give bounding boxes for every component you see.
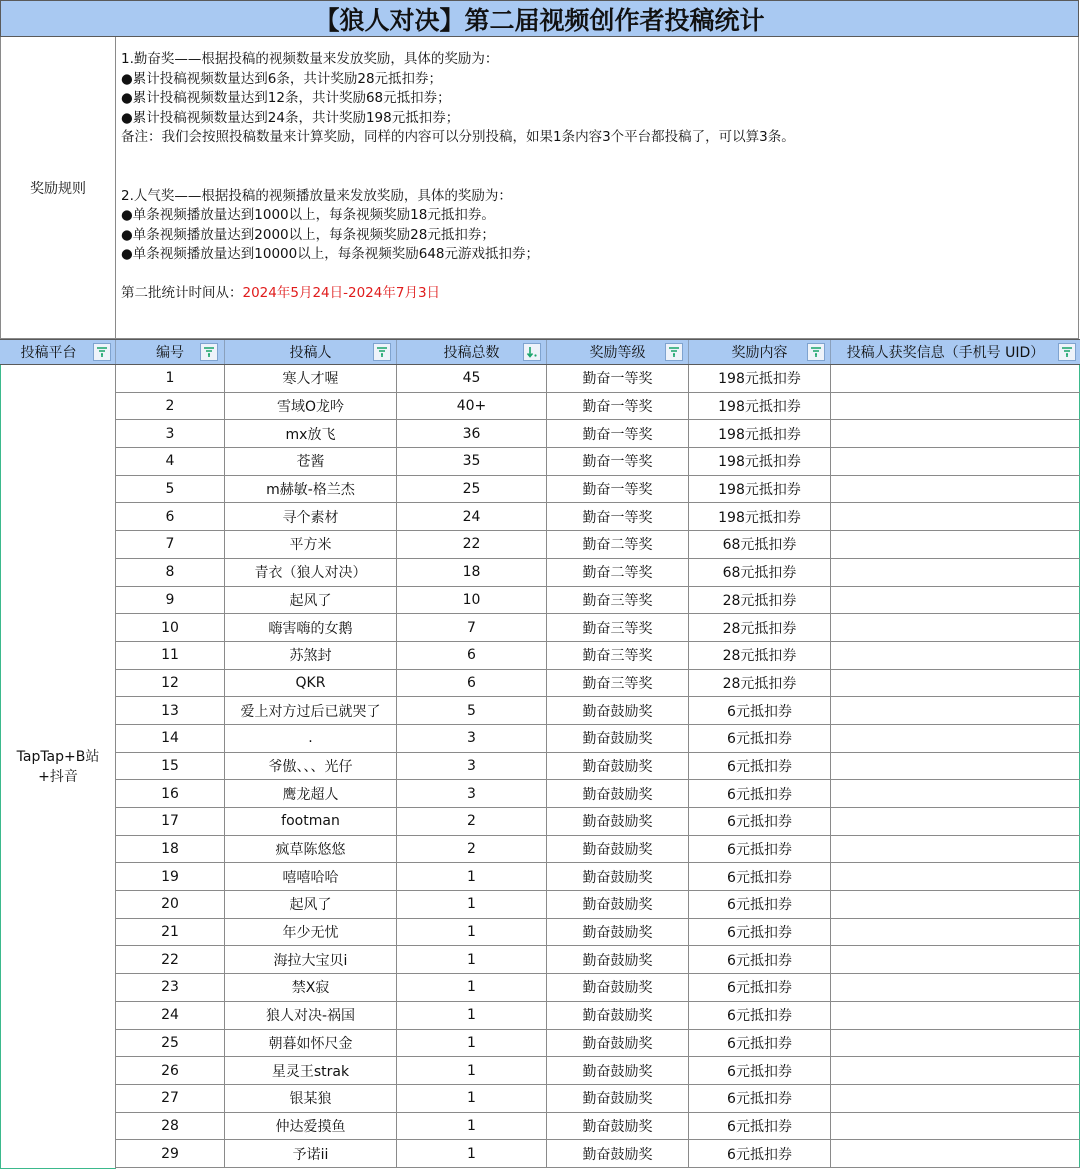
cell-total[interactable]: 1 — [397, 891, 547, 918]
cell-id[interactable]: 11 — [116, 642, 225, 669]
cell-reward[interactable]: 6元抵扣券 — [689, 697, 831, 724]
cell-author[interactable]: 嘻嘻哈哈 — [225, 863, 397, 890]
sort-desc-icon[interactable] — [523, 343, 541, 361]
cell-author[interactable]: . — [225, 725, 397, 752]
cell-reward[interactable]: 6元抵扣券 — [689, 753, 831, 780]
cell-info[interactable] — [831, 919, 1080, 946]
cell-id[interactable]: 3 — [116, 420, 225, 447]
table-row — [116, 1002, 1080, 1030]
cell-id[interactable]: 5 — [116, 476, 225, 503]
cell-level[interactable]: 勤奋鼓励奖 — [547, 974, 689, 1001]
cell-total[interactable]: 1 — [397, 1140, 547, 1167]
cell-info[interactable] — [831, 559, 1080, 586]
cell-info[interactable] — [831, 1085, 1080, 1112]
cell-total[interactable]: 35 — [397, 448, 547, 475]
table-row — [116, 1113, 1080, 1141]
cell-author[interactable]: 苏煞封 — [225, 642, 397, 669]
rule-line: ●单条视频播放量达到1000以上，每条视频奖励18元抵扣券。 — [121, 207, 495, 223]
cell-id[interactable]: 23 — [116, 974, 225, 1001]
cell-level[interactable]: 勤奋三等奖 — [547, 670, 689, 697]
period-line — [121, 284, 1078, 304]
cell-id[interactable]: 17 — [116, 808, 225, 835]
cell-info[interactable] — [831, 836, 1080, 863]
table-row — [116, 448, 1080, 476]
cell-level[interactable]: 勤奋一等奖 — [547, 365, 689, 392]
cell-info[interactable] — [831, 891, 1080, 918]
cell-level[interactable]: 勤奋鼓励奖 — [547, 808, 689, 835]
cell-author[interactable]: 仲达爱摸鱼 — [225, 1113, 397, 1140]
table-row — [116, 836, 1080, 864]
cell-level[interactable]: 勤奋鼓励奖 — [547, 725, 689, 752]
table-row — [116, 642, 1080, 670]
cell-info[interactable] — [831, 503, 1080, 530]
cell-id[interactable]: 18 — [116, 836, 225, 863]
cell-reward[interactable]: 68元抵扣券 — [689, 531, 831, 558]
cell-author[interactable]: 嗨害嗨的女鹅 — [225, 614, 397, 641]
cell-reward[interactable]: 6元抵扣券 — [689, 1057, 831, 1084]
cell-total[interactable]: 36 — [397, 420, 547, 447]
table-row — [116, 808, 1080, 836]
cell-info[interactable] — [831, 725, 1080, 752]
cell-id[interactable]: 27 — [116, 1085, 225, 1112]
cell-author[interactable]: 禁X寂 — [225, 974, 397, 1001]
cell-id[interactable]: 10 — [116, 614, 225, 641]
rule-line: ●累计投稿视频数量达到6条，共计奖励28元抵扣券； — [121, 70, 443, 87]
cell-total[interactable]: 1 — [397, 1085, 547, 1112]
cell-id[interactable]: 20 — [116, 891, 225, 918]
cell-info[interactable] — [831, 670, 1080, 697]
cell-author[interactable]: m赫敏-格兰杰 — [225, 476, 397, 503]
cell-level[interactable]: 勤奋鼓励奖 — [547, 836, 689, 863]
table-row — [116, 365, 1080, 393]
cell-level[interactable]: 勤奋三等奖 — [547, 587, 689, 614]
cell-level[interactable]: 勤奋鼓励奖 — [547, 919, 689, 946]
table-row — [116, 753, 1080, 781]
cell-author[interactable]: mx放飞 — [225, 420, 397, 447]
cell-level[interactable]: 勤奋鼓励奖 — [547, 946, 689, 973]
cell-level[interactable]: 勤奋鼓励奖 — [547, 780, 689, 807]
cell-author[interactable]: 青衣（狼人对决） — [225, 559, 397, 586]
table-row — [116, 1057, 1080, 1085]
cell-reward[interactable]: 6元抵扣券 — [689, 1140, 831, 1167]
cell-id[interactable]: 7 — [116, 531, 225, 558]
header-platform[interactable] — [0, 340, 116, 364]
cell-id[interactable]: 22 — [116, 946, 225, 973]
cell-reward[interactable]: 6元抵扣券 — [689, 974, 831, 1001]
cell-level[interactable]: 勤奋二等奖 — [547, 559, 689, 586]
cell-total[interactable]: 10 — [397, 587, 547, 614]
table-row — [116, 974, 1080, 1002]
cell-id[interactable]: 15 — [116, 753, 225, 780]
rules-label-cell[interactable]: 奖励规则 — [0, 37, 115, 339]
cell-info[interactable] — [831, 642, 1080, 669]
cell-id[interactable]: 29 — [116, 1140, 225, 1167]
cell-info[interactable] — [831, 587, 1080, 614]
cell-id[interactable]: 25 — [116, 1030, 225, 1057]
cell-level[interactable]: 勤奋三等奖 — [547, 642, 689, 669]
cell-author[interactable]: 朝暮如怀尺金 — [225, 1030, 397, 1057]
filter-icon[interactable] — [373, 343, 391, 361]
rule-line: 2.人气奖——根据投稿的视频播放量来发放奖励，具体的奖励为： — [121, 187, 512, 204]
rule-line: ●累计投稿视频数量达到12条，共计奖励68元抵扣券； — [121, 90, 451, 106]
cell-level[interactable]: 勤奋鼓励奖 — [547, 863, 689, 890]
header-label: 投稿人 — [289, 345, 332, 361]
cell-id[interactable]: 8 — [116, 559, 225, 586]
table-row — [116, 1085, 1080, 1113]
cell-total[interactable]: 45 — [397, 365, 547, 392]
cell-level[interactable]: 勤奋鼓励奖 — [547, 1140, 689, 1167]
header-label: 投稿人获奖信息（手机号 UID） — [846, 345, 1045, 361]
table-row — [116, 863, 1080, 891]
cell-reward[interactable]: 6元抵扣券 — [689, 891, 831, 918]
cell-reward[interactable]: 198元抵扣券 — [689, 420, 831, 447]
table-row — [116, 614, 1080, 642]
cell-author[interactable]: 星灵王strak — [225, 1057, 397, 1084]
cell-reward[interactable]: 198元抵扣券 — [689, 393, 831, 420]
cell-level[interactable]: 勤奋一等奖 — [547, 393, 689, 420]
cell-info[interactable] — [831, 780, 1080, 807]
cell-author[interactable]: QKR — [225, 670, 397, 697]
cell-total[interactable]: 24 — [397, 503, 547, 530]
table-row — [116, 1030, 1080, 1058]
cell-id[interactable]: 4 — [116, 448, 225, 475]
cell-total[interactable]: 3 — [397, 725, 547, 752]
table-row — [116, 780, 1080, 808]
cell-total[interactable]: 1 — [397, 1030, 547, 1057]
header-author[interactable] — [225, 340, 397, 364]
table-row — [116, 587, 1080, 615]
cell-total[interactable]: 3 — [397, 780, 547, 807]
cell-info[interactable] — [831, 974, 1080, 1001]
cell-total[interactable]: 3 — [397, 753, 547, 780]
cell-author[interactable]: 寻个素材 — [225, 503, 397, 530]
cell-info[interactable] — [831, 365, 1080, 392]
header-info[interactable] — [831, 340, 1080, 364]
cell-total[interactable]: 7 — [397, 614, 547, 641]
cell-level[interactable]: 勤奋鼓励奖 — [547, 753, 689, 780]
table-row — [116, 1140, 1080, 1168]
cell-id[interactable]: 26 — [116, 1057, 225, 1084]
cell-info[interactable] — [831, 1030, 1080, 1057]
cell-author[interactable]: 寒人才喔 — [225, 365, 397, 392]
cell-reward[interactable]: 28元抵扣券 — [689, 642, 831, 669]
header-level[interactable] — [547, 340, 689, 364]
cell-level[interactable]: 勤奋一等奖 — [547, 503, 689, 530]
cell-author[interactable]: 年少无忧 — [225, 919, 397, 946]
cell-author[interactable]: 爷傲、、、光仔 — [225, 753, 397, 780]
rule-line: ●单条视频播放量达到2000以上，每条视频奖励28元抵扣券； — [121, 226, 495, 243]
sheet-title[interactable]: 【狼人对决】第二届视频创作者投稿统计 — [0, 0, 1079, 37]
cell-total[interactable]: 25 — [397, 476, 547, 503]
cell-total[interactable]: 18 — [397, 559, 547, 586]
rule-line: ●累计投稿视频数量达到24条，共计奖励198元抵扣券； — [121, 109, 460, 126]
cell-reward[interactable]: 28元抵扣券 — [689, 587, 831, 614]
cell-level[interactable]: 勤奋鼓励奖 — [547, 1002, 689, 1029]
cell-level[interactable]: 勤奋一等奖 — [547, 476, 689, 503]
cell-id[interactable]: 6 — [116, 503, 225, 530]
cell-reward[interactable]: 6元抵扣券 — [689, 946, 831, 973]
cell-info[interactable] — [831, 753, 1080, 780]
table-row — [116, 503, 1080, 531]
cell-level[interactable]: 勤奋鼓励奖 — [547, 1085, 689, 1112]
cell-author[interactable]: 起风了 — [225, 891, 397, 918]
cell-total[interactable]: 1 — [397, 919, 547, 946]
cell-info[interactable] — [831, 448, 1080, 475]
cell-author[interactable]: 爱上对方过后已就哭了 — [225, 697, 397, 724]
cell-id[interactable]: 19 — [116, 863, 225, 890]
column-header-row — [0, 339, 1080, 365]
cell-reward[interactable]: 198元抵扣券 — [689, 476, 831, 503]
cell-total[interactable]: 1 — [397, 1002, 547, 1029]
header-label: 投稿平台 — [20, 345, 77, 361]
header-label: 奖励等级 — [589, 345, 646, 361]
cell-author[interactable]: 银某狼 — [225, 1085, 397, 1112]
cell-total[interactable]: 1 — [397, 974, 547, 1001]
cell-id[interactable]: 2 — [116, 393, 225, 420]
cell-level[interactable]: 勤奋三等奖 — [547, 614, 689, 641]
rule-note: 备注：我们会按照投稿数量来计算奖励，同样的内容可以分别投稿，如果1条内容3个平台都投稿了，可以算3条。 — [121, 129, 795, 145]
cell-author[interactable]: 海拉大宝贝i — [225, 946, 397, 973]
filter-icon[interactable] — [93, 343, 111, 361]
cell-info[interactable] — [831, 1140, 1080, 1167]
period-label: 第二批统计时间从： — [121, 285, 243, 301]
cell-id[interactable]: 14 — [116, 725, 225, 752]
cell-info[interactable] — [831, 1002, 1080, 1029]
table-row — [116, 420, 1080, 448]
cell-level[interactable]: 勤奋一等奖 — [547, 420, 689, 447]
rule-line: 1.勤奋奖——根据投稿的视频数量来发放奖励，具体的奖励为： — [121, 51, 499, 67]
cell-info[interactable] — [831, 808, 1080, 835]
cell-author[interactable]: 起风了 — [225, 587, 397, 614]
cell-info[interactable] — [831, 697, 1080, 724]
header-reward[interactable] — [689, 340, 831, 364]
cell-reward[interactable]: 28元抵扣券 — [689, 670, 831, 697]
cell-author[interactable]: 予诺ii — [225, 1140, 397, 1167]
cell-reward[interactable]: 6元抵扣券 — [689, 780, 831, 807]
cell-author[interactable]: 鹰龙超人 — [225, 780, 397, 807]
table-row — [116, 725, 1080, 753]
cell-level[interactable]: 勤奋鼓励奖 — [547, 1113, 689, 1140]
cell-info[interactable] — [831, 863, 1080, 890]
cell-id[interactable]: 28 — [116, 1113, 225, 1140]
cell-info[interactable] — [831, 614, 1080, 641]
cell-total[interactable]: 2 — [397, 836, 547, 863]
cell-author[interactable]: footman — [225, 808, 397, 835]
cell-level[interactable]: 勤奋鼓励奖 — [547, 1057, 689, 1084]
table-row — [116, 697, 1080, 725]
cell-total[interactable]: 1 — [397, 863, 547, 890]
cell-reward[interactable]: 6元抵扣券 — [689, 1085, 831, 1112]
cell-author[interactable]: 雪域O龙吟 — [225, 393, 397, 420]
platform-cell[interactable]: TapTap+B站+抖音 — [0, 365, 116, 1169]
cell-total[interactable]: 1 — [397, 1057, 547, 1084]
rule-line: ●单条视频播放量达到10000以上，每条视频奖励648元游戏抵扣券； — [121, 246, 539, 262]
table-row — [116, 393, 1080, 421]
cell-id[interactable]: 21 — [116, 919, 225, 946]
cell-info[interactable] — [831, 393, 1080, 420]
table-row — [116, 476, 1080, 504]
cell-level[interactable]: 勤奋一等奖 — [547, 448, 689, 475]
header-id[interactable] — [116, 340, 225, 364]
cell-reward[interactable]: 6元抵扣券 — [689, 1030, 831, 1057]
table-row — [116, 919, 1080, 947]
rules-text-cell[interactable] — [115, 37, 1079, 339]
cell-info[interactable] — [831, 531, 1080, 558]
cell-info[interactable] — [831, 476, 1080, 503]
cell-id[interactable]: 12 — [116, 670, 225, 697]
cell-reward[interactable]: 6元抵扣券 — [689, 1002, 831, 1029]
cell-total[interactable]: 1 — [397, 1113, 547, 1140]
cell-info[interactable] — [831, 946, 1080, 973]
cell-total[interactable]: 2 — [397, 808, 547, 835]
filter-icon[interactable] — [1058, 343, 1076, 361]
header-label: 投稿总数 — [443, 345, 500, 361]
cell-level[interactable]: 勤奋鼓励奖 — [547, 891, 689, 918]
cell-total[interactable]: 22 — [397, 531, 547, 558]
table-row — [116, 531, 1080, 559]
cell-reward[interactable]: 198元抵扣券 — [689, 503, 831, 530]
filter-icon[interactable] — [665, 343, 683, 361]
cell-total[interactable]: 1 — [397, 946, 547, 973]
cell-reward[interactable]: 28元抵扣券 — [689, 614, 831, 641]
cell-author[interactable]: 狼人对决-祸国 — [225, 1002, 397, 1029]
header-label: 编号 — [156, 345, 184, 361]
cell-id[interactable]: 1 — [116, 365, 225, 392]
cell-level[interactable]: 勤奋二等奖 — [547, 531, 689, 558]
cell-reward[interactable]: 198元抵扣券 — [689, 448, 831, 475]
cell-info[interactable] — [831, 1113, 1080, 1140]
cell-reward[interactable]: 6元抵扣券 — [689, 808, 831, 835]
cell-level[interactable]: 勤奋鼓励奖 — [547, 697, 689, 724]
cell-id[interactable]: 9 — [116, 587, 225, 614]
filter-icon[interactable] — [807, 343, 825, 361]
header-label: 奖励内容 — [731, 345, 788, 361]
cell-total[interactable]: 40+ — [397, 393, 547, 420]
cell-author[interactable]: 平方米 — [225, 531, 397, 558]
cell-reward[interactable]: 198元抵扣券 — [689, 365, 831, 392]
cell-reward[interactable]: 6元抵扣券 — [689, 863, 831, 890]
cell-reward[interactable]: 6元抵扣券 — [689, 725, 831, 752]
cell-total[interactable]: 6 — [397, 642, 547, 669]
cell-total[interactable]: 5 — [397, 697, 547, 724]
filter-icon[interactable] — [200, 343, 218, 361]
cell-total[interactable]: 6 — [397, 670, 547, 697]
cell-reward[interactable]: 6元抵扣券 — [689, 919, 831, 946]
table-row — [116, 670, 1080, 698]
table-row — [116, 891, 1080, 919]
cell-reward[interactable]: 6元抵扣券 — [689, 836, 831, 863]
table-row — [116, 946, 1080, 974]
cell-level[interactable]: 勤奋鼓励奖 — [547, 1030, 689, 1057]
cell-author[interactable]: 疯草陈悠悠 — [225, 836, 397, 863]
cell-id[interactable]: 24 — [116, 1002, 225, 1029]
period-value: 2024年5月24日-2024年7月3日 — [242, 285, 441, 301]
table-row — [116, 559, 1080, 587]
data-rows — [116, 365, 1080, 1168]
cell-reward[interactable]: 68元抵扣券 — [689, 559, 831, 586]
cell-reward[interactable]: 6元抵扣券 — [689, 1113, 831, 1140]
cell-info[interactable] — [831, 1057, 1080, 1084]
cell-info[interactable] — [831, 420, 1080, 447]
cell-id[interactable]: 16 — [116, 780, 225, 807]
cell-author[interactable]: 苍酱 — [225, 448, 397, 475]
cell-id[interactable]: 13 — [116, 697, 225, 724]
header-total[interactable] — [397, 340, 547, 364]
